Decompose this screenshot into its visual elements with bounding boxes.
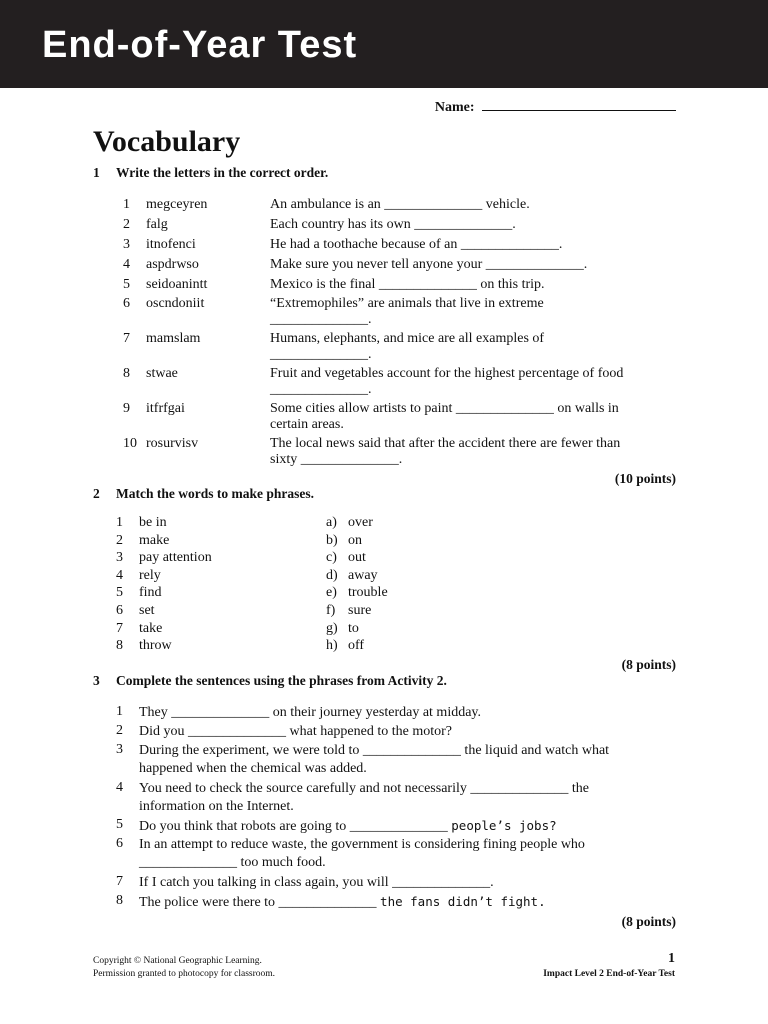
option-letter: e)	[326, 585, 337, 601]
sentence-text: They ______________ on their journey yesterday at midday.	[139, 705, 482, 720]
question-3-heading	[93, 673, 447, 689]
option-word: over	[348, 515, 373, 530]
match-word: pay attention	[139, 550, 212, 566]
option-word: away	[348, 567, 378, 583]
item-number: 9	[123, 401, 130, 416]
copyright-text: Copyright © National Geographic Learning.	[93, 956, 262, 966]
item-number: 7	[123, 331, 130, 346]
item-number: 4	[123, 257, 130, 272]
sentence-line: ______________ too much food.	[139, 855, 326, 870]
sentence-line: Each country has its own ______________.	[270, 217, 516, 232]
permission-text: Permission granted to photocopy for classroom.	[93, 969, 276, 979]
match-word: be in	[139, 515, 167, 530]
points-label: (8 points)	[621, 914, 676, 929]
sentence-line: ______________.	[270, 382, 372, 397]
sentence-line: Humans, elephants, and mice are all examples of	[270, 331, 545, 346]
option-word: on	[348, 532, 362, 548]
item-number: 4	[116, 780, 123, 795]
item-sentence	[270, 197, 670, 213]
name-blank	[482, 99, 676, 111]
question-1-heading	[93, 165, 328, 181]
item-sentence	[270, 436, 670, 468]
option-word: trouble	[348, 585, 388, 601]
sentence-text: If I catch you talking in class again, you will ______________.	[139, 875, 494, 890]
scrambled-word: falg	[146, 217, 168, 232]
option-word: off	[348, 638, 365, 654]
sentence-text: people’s jobs?	[451, 818, 557, 833]
sentence-line: “Extremophiles” are animals that live in extreme	[270, 296, 544, 311]
scrambled-word: itnofenci	[146, 237, 196, 252]
match-word: find	[139, 585, 162, 601]
scrambled-word: itfrfgai	[146, 401, 185, 416]
sentence-line: happened when the chemical was added.	[139, 761, 367, 776]
item-number: 7	[116, 874, 123, 889]
item-sentence	[139, 874, 679, 892]
sentence-line: An ambulance is an ______________ vehicle.	[270, 197, 530, 212]
item-number: 5	[116, 817, 123, 832]
item-sentence	[139, 836, 679, 872]
sentence-line: Some cities allow artists to paint ______________ on walls in	[270, 401, 619, 416]
name-label: Name:	[434, 100, 478, 115]
item-number: 6	[123, 296, 130, 311]
item-sentence	[270, 277, 670, 293]
section-title: Vocabulary	[93, 125, 241, 158]
item-sentence	[139, 817, 679, 836]
question-instruction: Match the words to make phrases.	[116, 486, 314, 501]
sentence-text: During the experiment, we were told to ______________ the liquid and watch what	[139, 743, 610, 758]
item-sentence	[139, 780, 679, 816]
page-title: End-of-Year Test	[42, 24, 358, 66]
match-word: set	[139, 603, 155, 618]
sentence-text: You need to check the source carefully and not necessarily ______________ the	[139, 781, 589, 796]
item-sentence	[139, 704, 679, 722]
question-number: 1	[93, 165, 100, 180]
item-sentence	[270, 237, 670, 253]
option-letter: h)	[326, 638, 338, 654]
sentence-line: The local news said that after the accident there are fewer than	[270, 436, 621, 451]
item-number: 3	[116, 550, 123, 566]
points-label: (10 points)	[614, 471, 676, 486]
item-number: 5	[116, 585, 123, 601]
item-number: 1	[116, 515, 123, 530]
sentence-line	[139, 704, 679, 722]
header-banner	[0, 0, 768, 88]
item-number: 2	[116, 723, 123, 738]
item-number: 8	[123, 366, 130, 381]
question-instruction: Complete the sentences using the phrases from Activity 2.	[116, 673, 447, 688]
item-number: 1	[116, 704, 123, 719]
scrambled-word: rosurvisv	[146, 436, 199, 451]
item-number: 2	[116, 532, 123, 548]
sentence-line: Mexico is the final ______________ on this trip.	[270, 277, 545, 292]
name-field	[435, 99, 676, 116]
option-word: sure	[348, 603, 372, 618]
sentence-line	[139, 893, 679, 912]
sentence-line: Make sure you never tell anyone your ______________.	[270, 257, 588, 272]
item-sentence	[270, 331, 670, 363]
option-letter: g)	[326, 620, 338, 636]
sentence-line: Fruit and vegetables account for the highest percentage of food	[270, 366, 624, 381]
match-word: take	[139, 620, 163, 636]
sentence-line	[139, 742, 679, 760]
sentence-line: He had a toothache because of an ______________.	[270, 237, 563, 252]
sentence-line	[139, 780, 679, 798]
item-sentence	[270, 401, 670, 433]
option-letter: c)	[326, 550, 337, 566]
item-number: 2	[123, 217, 130, 232]
test-name: Impact Level 2 End-of-Year Test	[543, 969, 675, 979]
sentence-text: In an attempt to reduce waste, the government is considering fining people who	[139, 837, 585, 852]
question-number: 2	[93, 486, 100, 501]
option-letter: b)	[326, 532, 338, 548]
match-word: rely	[139, 567, 161, 583]
item-sentence	[270, 296, 670, 328]
item-number: 8	[116, 893, 123, 908]
option-letter: a)	[326, 515, 337, 530]
footer-copyright	[93, 955, 275, 981]
match-word: throw	[139, 638, 172, 654]
option-letter: f)	[326, 603, 336, 618]
points-label: (8 points)	[621, 657, 676, 672]
item-number: 5	[123, 277, 130, 292]
item-number: 7	[116, 620, 123, 636]
scrambled-word: aspdrwso	[146, 257, 199, 272]
sentence-line: sixty ______________.	[270, 452, 403, 467]
item-number: 10	[123, 436, 137, 451]
item-number: 3	[123, 237, 130, 252]
option-word: out	[348, 550, 366, 566]
question-2-heading	[93, 486, 314, 502]
sentence-line: information on the Internet.	[139, 799, 294, 814]
item-number: 1	[123, 197, 130, 212]
sentence-text: Do you think that robots are going to ______________	[139, 819, 452, 834]
scrambled-word: stwae	[146, 366, 178, 381]
item-sentence	[270, 217, 670, 233]
question-number: 3	[93, 673, 100, 688]
item-number: 6	[116, 836, 123, 851]
sentence-line: ______________.	[270, 347, 372, 362]
item-sentence	[270, 366, 670, 398]
page-number: 1	[668, 951, 675, 966]
option-letter: d)	[326, 567, 338, 583]
sentence-line	[139, 723, 679, 741]
item-sentence	[270, 257, 670, 273]
sentence-line: ______________.	[270, 312, 372, 327]
scrambled-word: mamslam	[146, 331, 201, 346]
item-sentence	[139, 893, 679, 912]
item-number: 4	[116, 567, 123, 583]
item-number: 6	[116, 603, 123, 618]
item-number: 3	[116, 742, 123, 757]
question-instruction: Write the letters in the correct order.	[116, 165, 329, 180]
option-word: to	[348, 620, 359, 636]
scrambled-word: oscndoniit	[146, 296, 205, 311]
sentence-line: certain areas.	[270, 417, 344, 432]
sentence-text: Did you ______________ what happened to the motor?	[139, 724, 453, 739]
match-word: make	[139, 532, 170, 548]
sentence-line	[139, 874, 679, 892]
sentence-line	[139, 836, 679, 854]
item-sentence	[139, 723, 679, 741]
sentence-text: The police were there to ______________	[139, 895, 381, 910]
scrambled-word: seidoanintt	[146, 277, 208, 292]
scrambled-word: megceyren	[146, 197, 208, 212]
sentence-line	[139, 817, 679, 836]
item-number: 8	[116, 638, 123, 654]
sentence-text: the fans didn’t fight.	[380, 894, 546, 909]
item-sentence	[139, 742, 679, 778]
